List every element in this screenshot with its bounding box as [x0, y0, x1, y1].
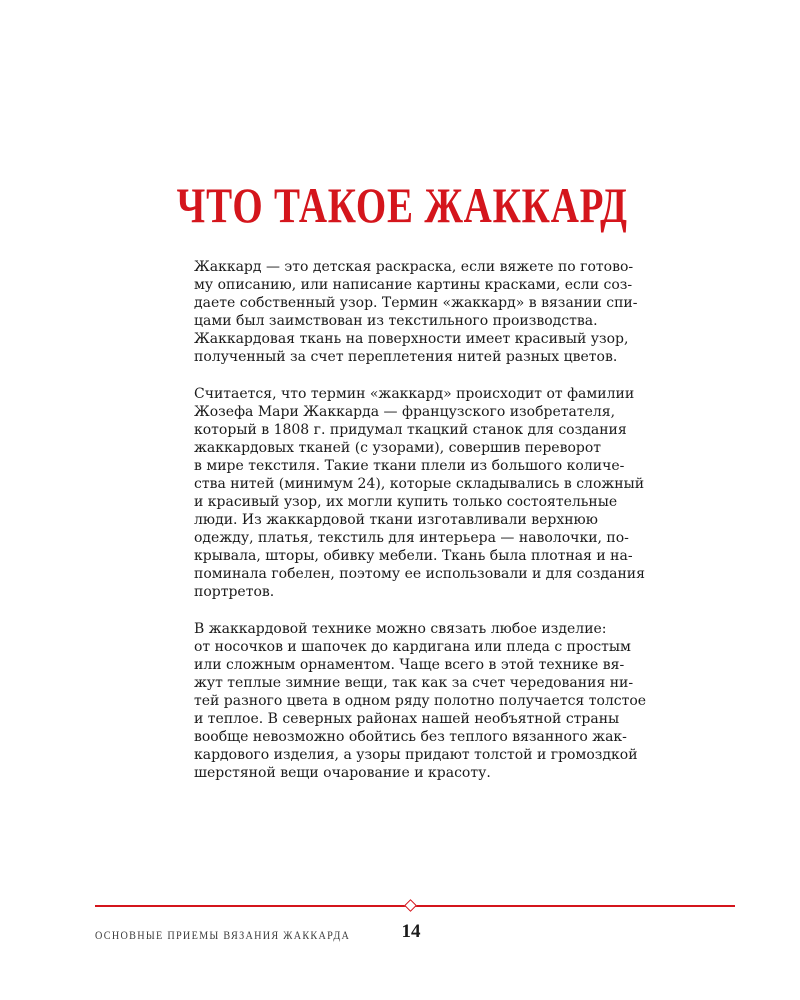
text-line: кардового изделия, а узоры придают толстой и громоздкой: [194, 747, 638, 763]
text-line: Жозефа Мари Жаккарда — французского изобретателя,: [194, 404, 616, 420]
paragraph: [194, 385, 645, 601]
paragraph: [194, 620, 647, 782]
text-line: шерстяной вещи очарование и красоту.: [194, 765, 491, 781]
text-line: даете собственный узор. Термин «жаккард» в вязании спи-: [194, 295, 638, 311]
text-line: и теплое. В северных районах нашей необъятной страны: [194, 711, 620, 727]
text-line: и красивый узор, их могли купить только состоятельные: [194, 494, 618, 510]
text-line: цами был заимствован из текстильного производства.: [194, 313, 598, 329]
text-line: ства нитей (минимум 24), которые складывались в сложный: [194, 476, 645, 492]
text-line: одежду, платья, текстиль для интерьера — наволочки, по-: [194, 530, 629, 546]
text-line: портретов.: [194, 584, 275, 600]
text-line: тей разного цвета в одном ряду полотно получается толстое: [194, 693, 647, 709]
text-line: крывала, шторы, обивку мебели. Ткань была плотная и на-: [194, 548, 633, 564]
running-head: ОСНОВНЫЕ ПРИЕМЫ ВЯЗАНИЯ ЖАККАРДА: [95, 928, 351, 942]
text-line: Жаккардовая ткань на поверхности имеет красивый узор,: [194, 331, 629, 347]
diamond-ornament-icon: [404, 899, 417, 912]
text-line: В жаккардовой технике можно связать любое изделие:: [194, 621, 607, 637]
paragraph: [194, 258, 642, 366]
text-line: который в 1808 г. придумал ткацкий станок для создания: [194, 422, 627, 438]
text-line: люди. Из жаккардовой ткани изготавливали верхнюю: [194, 512, 598, 528]
text-line: поминала гобелен, поэтому ее использовали и для создания: [194, 566, 645, 582]
text-line: полученный за счет переплетения нитей разных цветов.: [194, 349, 618, 365]
text-line: или сложным орнаментом. Чаще всего в этой технике вя-: [194, 657, 625, 673]
text-line: жут теплые зимние вещи, так как за счет чередования ни-: [194, 675, 634, 691]
text-line: от носочков и шапочек до кардигана или пледа с простым: [194, 639, 631, 655]
text-line: вообще невозможно обойтись без теплого вязанного жак-: [194, 729, 627, 745]
body-text: [194, 258, 647, 801]
text-line: му описанию, или написание картины красками, если соз-: [194, 277, 633, 293]
text-line: Считается, что термин «жаккард» происходит от фамилии: [194, 386, 635, 402]
text-line: жаккардовых тканей (с узорами), совершив переворот: [194, 440, 602, 456]
text-line: Жаккард — это детская раскраска, если вяжете по готово-: [194, 259, 634, 275]
page-title: ЧТО ТАКОЕ ЖАККАРД: [176, 177, 628, 233]
page-number: 14: [401, 921, 421, 942]
text-line: в мире текстиля. Такие ткани плели из большого количе-: [194, 458, 625, 474]
